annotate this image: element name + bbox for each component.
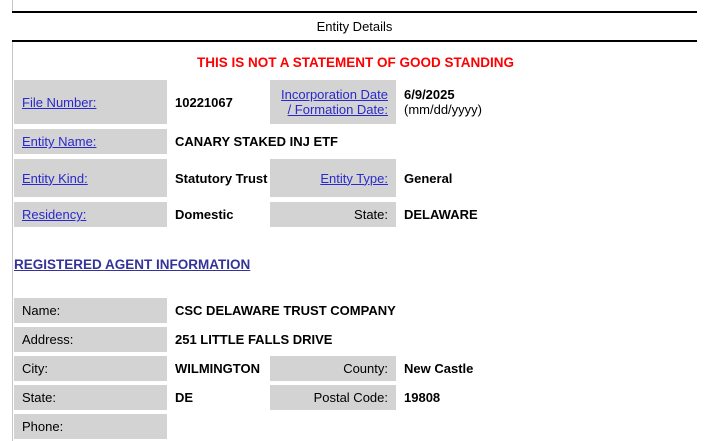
date-format-hint: (mm/dd/yyyy) [404,102,482,117]
agent-city-label-box [14,356,167,381]
agent-address-value: 251 LITTLE FALLS DRIVE [175,332,333,347]
incorporation-date-value [396,80,697,124]
agent-county-value: New Castle [404,361,474,376]
agent-state-label-box [14,385,167,410]
agent-name-label-box [14,298,167,323]
agent-county-label: County: [343,361,388,376]
residency-value: Domestic [175,207,234,222]
file-number-link[interactable]: File Number: [22,94,97,110]
agent-city-value: WILMINGTON [175,361,260,376]
agent-address-label: Address: [22,332,74,347]
incorporation-date-link[interactable]: Incorporation Date / Formation Date: [281,87,388,117]
entity-type-value: General [404,170,453,186]
file-number-value: 10221067 [175,94,233,110]
agent-county-label-box [270,356,396,381]
state-value: DELAWARE [404,207,478,222]
state-label: State: [354,207,388,222]
entity-name-link[interactable]: Entity Name: [22,134,97,149]
page-title: Entity Details [316,19,393,34]
row-agent-name [14,298,697,323]
entity-kind-value: Statutory Trust [175,170,268,186]
agent-state-value: DE [175,390,194,405]
registered-agent-heading[interactable]: REGISTERED AGENT INFORMATION [14,257,251,272]
agent-phone-label: Phone: [22,419,64,434]
row-agent-state [14,385,697,410]
residency-link[interactable]: Residency: [22,207,87,222]
row-agent-phone [14,414,697,439]
entity-kind-link[interactable]: Entity Kind: [22,170,88,186]
entity-type-link[interactable]: Entity Type: [320,170,388,186]
row-agent-city [14,356,697,381]
incorporation-date-label-box [270,80,396,124]
row-file-number [14,80,697,124]
row-entity-kind [14,159,697,197]
incorporation-date-text: 6/9/2025 [404,87,455,102]
row-entity-name [14,129,697,154]
agent-postal-code-value: 19808 [404,390,441,405]
entity-kind-label-box [14,159,167,197]
details-content [14,40,697,441]
agent-address-label-box [14,327,167,352]
agent-postal-code-label: Postal Code: [313,390,388,405]
row-agent-address [14,327,697,352]
agent-name-value: CSC DELAWARE TRUST COMPANY [175,303,396,318]
residency-label-box [14,202,167,227]
agent-state-label: State: [22,390,56,405]
entity-type-label-box [270,159,396,197]
entity-name-label-box [14,129,167,154]
agent-postal-code-label-box [270,385,396,410]
agent-name-label: Name: [22,303,61,318]
left-table-border [12,0,13,441]
row-residency [14,202,697,227]
page-header [12,11,697,42]
agent-city-label: City: [22,361,48,376]
entity-name-value: CANARY STAKED INJ ETF [175,134,338,149]
state-label-box [270,202,396,227]
agent-phone-label-box [14,414,167,439]
not-good-standing-warning: THIS IS NOT A STATEMENT OF GOOD STANDING [197,55,514,70]
file-number-label-box [14,80,167,124]
agent-phone-value [167,414,270,439]
